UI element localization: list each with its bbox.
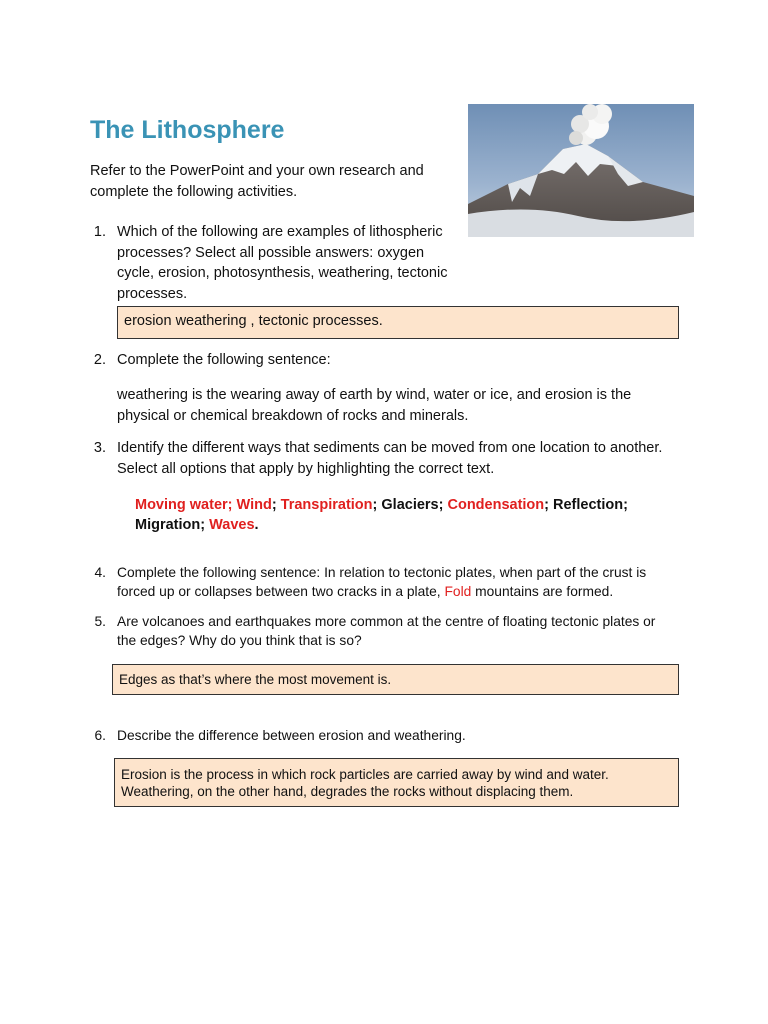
- q1-number: 1.: [93, 224, 106, 240]
- q4-text-before: Complete the following sentence: In relation to tectonic plates, when part of the crust is forced up or collapses between two cracks in a plate,: [117, 565, 647, 599]
- q4-answer: Fold: [444, 584, 472, 599]
- q6-answer-box[interactable]: Erosion is the process in which rock particles are carried away by wind and water. Weathering, on the other hand, degrades the rocks without displacing them.: [114, 758, 679, 807]
- q3-option[interactable]: Moving water; Wind: [135, 497, 272, 513]
- q3-option[interactable]: Transpiration: [280, 497, 373, 513]
- q3-options: [135, 495, 665, 535]
- intro-text: Refer to the PowerPoint and your own research and complete the following activities.: [90, 163, 424, 200]
- q3-separator: .: [254, 517, 259, 533]
- page-title: The Lithosphere: [90, 116, 285, 144]
- q6-number: 6.: [94, 728, 106, 743]
- q3-option[interactable]: ; Reflection; Migration;: [135, 497, 628, 533]
- q3-option[interactable]: Condensation: [447, 497, 545, 513]
- q2-number: 2.: [93, 352, 106, 368]
- q5-answer-box[interactable]: Edges as that’s where the most movement is.: [112, 664, 679, 695]
- q4-text-after: mountains are formed.: [471, 584, 614, 599]
- q3-option[interactable]: ; Glaciers;: [372, 497, 448, 513]
- q1-text: Which of the following are examples of lithospheric processes? Select all possible answers: oxygen cycle, erosion, photosynthesis, weathering, tectonic processes.: [117, 224, 448, 302]
- volcano-photo: [468, 104, 694, 237]
- q3-text: Identify the different ways that sediments can be moved from one location to another. Select all options that apply by highlighting the correct text.: [117, 440, 663, 477]
- q6-text: Describe the difference between erosion and weathering.: [117, 728, 466, 743]
- q5-number: 5.: [94, 614, 106, 629]
- q3-option[interactable]: Waves: [209, 517, 255, 533]
- q2-text: Complete the following sentence:: [117, 352, 331, 368]
- q3-separator: ;: [271, 497, 281, 513]
- q2-answer: weathering is the wearing away of earth by wind, water or ice, and erosion is the physical or chemical breakdown of rocks and minerals.: [117, 387, 632, 424]
- q1-answer-box[interactable]: erosion weathering , tectonic processes.: [117, 306, 679, 339]
- q5-text: Are volcanoes and earthquakes more common at the centre of floating tectonic plates or the edges? Why do you think that is so?: [117, 614, 656, 648]
- q4-number: 4.: [94, 565, 106, 580]
- q3-number: 3.: [93, 440, 106, 456]
- q4-text: [117, 563, 677, 601]
